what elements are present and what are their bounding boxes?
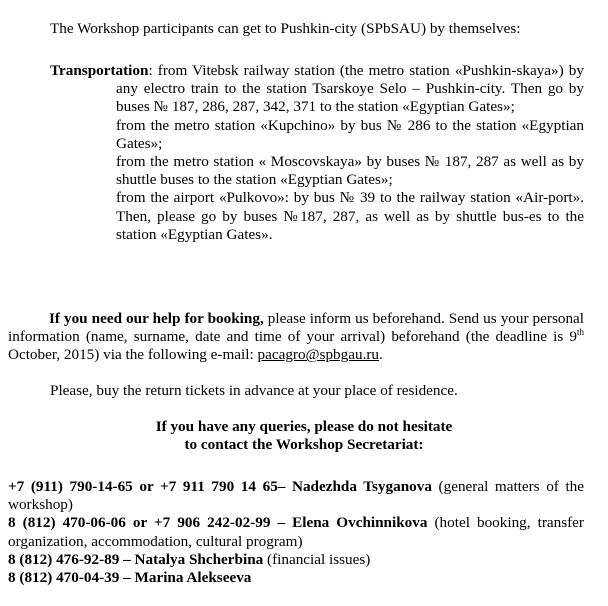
intro-text: The Workshop participants can get to Pushkin-city (SPbSAU) by themselves:: [50, 20, 521, 37]
contact-item: [8, 478, 584, 514]
contact-item: [8, 551, 584, 569]
booking-paragraph: [8, 310, 584, 365]
queries-line-1: If you have any queries, please do not hesitate: [155, 418, 453, 435]
contact-phone-name: 8 (812) 470-04-39 – Marina Alekseeva: [8, 569, 252, 587]
transportation-item-moscovskaya: from the metro station « Moscovskaya» by buses № 187, 287 as well as by shuttle buses to the station «Egyptian Gates»;: [116, 153, 584, 189]
return-tickets-note: Please, buy the return tickets in advance at your place of residence.: [50, 382, 458, 399]
contacts-list: [8, 478, 584, 587]
contact-phone-name: +7 (911) 790-14-65 or +7 911 790 14 65– Nadezhda Tsyganova: [8, 478, 432, 495]
queries-line-2: to contact the Workshop Secretariat:: [184, 436, 424, 454]
contact-item: [8, 514, 584, 550]
booking-text-cont: October, 2015) via the following e-mail:: [8, 346, 258, 364]
date-ordinal-suffix: th: [576, 327, 584, 338]
contact-role: (hotel booking, transfer organization, accommodation, cultural program): [8, 514, 584, 550]
contact-role: (financial issues): [263, 550, 371, 568]
booking-lead: If you need our help for booking,: [49, 310, 264, 327]
contact-phone-name: 8 (812) 476-92-89 – Natalya Shcherbina: [8, 550, 264, 568]
contact-item: [8, 569, 584, 587]
booking-end: .: [379, 346, 383, 364]
queries-heading: [0, 418, 608, 454]
contact-phone-name: 8 (812) 470-06-06 or +7 906 242-02-99 – Elena Ovchinnikova: [8, 514, 428, 532]
contact-role: (general matters of the workshop): [8, 478, 585, 514]
transportation-item-kupchino: from the metro station «Kupchino» by bus № 286 to the station «Egyptian Gates»;: [116, 116, 584, 152]
transportation-label: Transportation: [50, 62, 149, 79]
transportation-item-text: : from Vitebsk railway station (the metro station «Pushkin-skaya») by any electro train to the station Tsarskoye Selo – Pushkin-city. Then go by buses № 187, 286, 287, 342, 371 to the station «Egyptian Gates»;: [116, 62, 584, 116]
transportation-section: [50, 62, 584, 244]
email-link[interactable]: pacagro@spbgau.ru: [257, 346, 380, 364]
transportation-item-pulkovo: from the airport «Pulkovo»: by bus № 39 to the railway station «Air-port». Then, please go by buses №187, 287, as well as by shuttle bus-es to the station «Egyptian Gates».: [116, 189, 584, 243]
transportation-item-vitebsk: [50, 62, 584, 117]
booking-text: please inform us beforehand. Send us your personal information (name, surname, date and time of your arrival) beforehand (the deadline is 9: [8, 310, 585, 346]
